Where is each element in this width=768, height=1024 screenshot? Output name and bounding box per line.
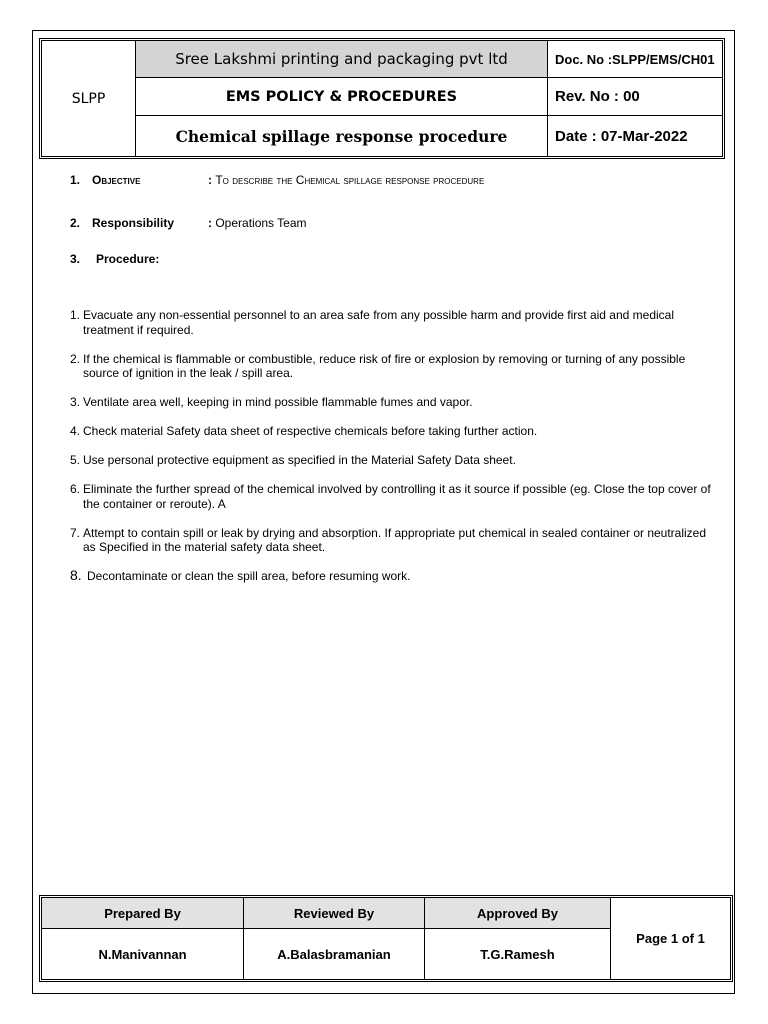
prepared-by-label: Prepared By	[42, 898, 244, 929]
section-label: Objective	[92, 173, 141, 187]
section-responsibility	[70, 216, 307, 230]
section-number: 3.	[70, 252, 81, 266]
procedure-step	[70, 526, 715, 555]
company-logo-text: SLPP	[42, 41, 136, 156]
step-text: Eliminate the further spread of the chemical involved by controlling it as it source if possible (eg. Close the top cover of the container or reroute). A	[83, 482, 711, 511]
company-name: Sree Lakshmi printing and packaging pvt ltd	[136, 41, 548, 78]
step-text: Decontaminate or clean the spill area, before resuming work.	[87, 569, 411, 583]
step-text: If the chemical is flammable or combustible, reduce risk of fire or explosion by removing or turning of any possible source of ignition in the leak / spill area.	[83, 351, 686, 380]
procedure-step	[70, 308, 715, 337]
step-number: 8.	[70, 567, 82, 583]
section-label: Responsibility	[92, 216, 175, 230]
policy-heading: EMS POLICY & PROCEDURES	[136, 78, 548, 116]
section-number: 2.	[70, 216, 81, 230]
procedure-step	[70, 482, 715, 511]
document-number: Doc. No :SLPP/EMS/CH01	[548, 41, 722, 78]
procedure-step	[70, 453, 715, 468]
procedure-step	[70, 395, 715, 410]
section-objective	[70, 173, 484, 187]
step-text: Evacuate any non-essential personnel to an area safe from any possible harm and provide first aid and medical treatment if required.	[83, 308, 675, 337]
document-title: Chemical spillage response procedure	[136, 116, 548, 156]
step-number: 5.	[70, 453, 81, 467]
step-number: 4.	[70, 424, 81, 438]
step-text: Check material Safety data sheet of respective chemicals before taking further action.	[83, 424, 538, 438]
step-number: 2.	[70, 351, 81, 366]
procedure-step	[70, 352, 715, 381]
approved-by-label: Approved By	[425, 898, 611, 929]
procedure-steps-list	[70, 308, 715, 598]
document-header	[39, 38, 725, 159]
section-colon: :	[208, 216, 212, 230]
reviewed-by-name: A.Balasbramanian	[244, 929, 425, 979]
step-number: 3.	[70, 395, 81, 409]
section-label: Procedure:	[96, 252, 160, 266]
document-date: Date : 07-Mar-2022	[555, 127, 688, 145]
section-procedure	[70, 252, 159, 266]
step-text: Attempt to contain spill or leak by drying and absorption. If appropriate put chemical in sealed container or neutralized as Specified in the material safety data sheet.	[83, 525, 707, 554]
step-number: 7.	[70, 525, 81, 540]
revision-number: Rev. No : 00	[548, 78, 722, 116]
step-text: Use personal protective equipment as specified in the Material Safety Data sheet.	[83, 453, 516, 467]
approval-footer-table	[39, 895, 733, 982]
reviewed-by-label: Reviewed By	[244, 898, 425, 929]
procedure-step	[70, 424, 715, 439]
page-number: Page 1 of 1	[636, 931, 705, 946]
procedure-step	[70, 569, 715, 584]
step-number: 6.	[70, 482, 81, 496]
responsibility-text: Operations Team	[215, 216, 307, 230]
section-number: 1.	[70, 173, 81, 187]
approved-by-name: T.G.Ramesh	[425, 929, 611, 979]
objective-text: To describe the Chemical spillage response procedure	[215, 173, 485, 187]
step-number: 1.	[70, 308, 81, 322]
prepared-by-name: N.Manivannan	[42, 929, 244, 979]
section-colon: :	[208, 173, 212, 187]
step-text: Ventilate area well, keeping in mind possible flammable fumes and vapor.	[83, 395, 473, 409]
